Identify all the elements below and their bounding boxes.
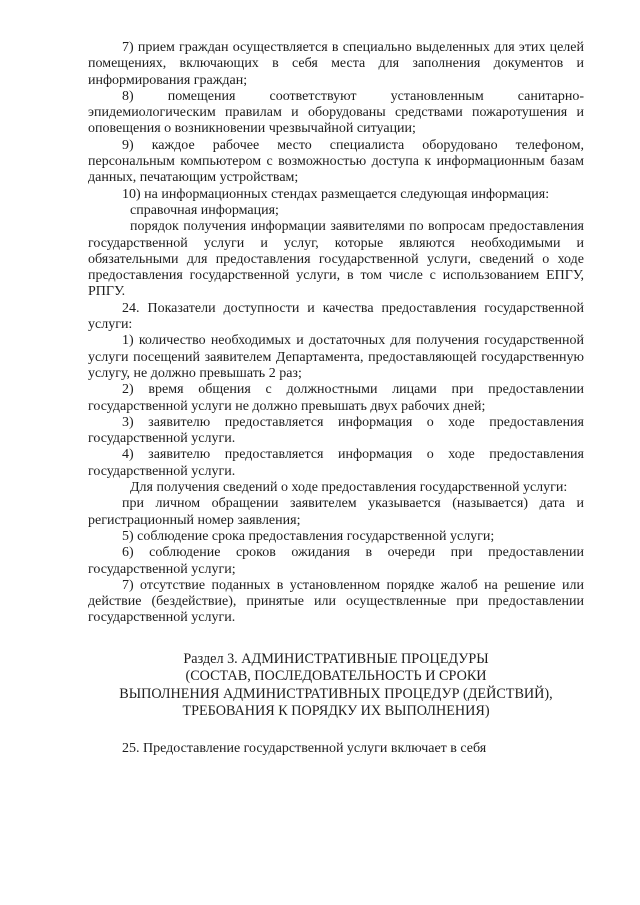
paragraph-indicator-7: 7) отсутствие поданных в установленном порядке жалоб на решение или действие (бездействие), принятые или осуществленные при предоставлении государственной услуги.	[88, 577, 584, 626]
section-heading-line-4: ТРЕБОВАНИЯ К ПОРЯДКУ ИХ ВЫПОЛНЕНИЯ)	[182, 703, 490, 720]
paragraph-reference-info: справочная информация;	[130, 202, 279, 218]
section-heading-line-1: Раздел 3. АДМИНИСТРАТИВНЫЕ ПРОЦЕДУРЫ	[183, 650, 489, 667]
paragraph-indicator-1: 1) количество необходимых и достаточных для получения государственной услуги посещений заявителем Департамента, предоставляющей государственную услугу, не должно превышать 2 раз;	[88, 333, 584, 381]
paragraph-indicator-2: 2) время общения с должностными лицами при предоставлении государственной услуги не должно превышать двух рабочих дней;	[88, 382, 584, 414]
section-heading-line-3: ВЫПОЛНЕНИЯ АДМИНИСТРАТИВНЫХ ПРОЦЕДУР (ДЕЙСТВИЙ),	[119, 685, 553, 702]
paragraph-info-procedure: порядок получения информации заявителями по вопросам предоставления государственной услуги и услуг, которые являются необходимыми и обязательными для предоставления государственной услуги, сведений о ходе предоставления государственной услуги, в том числе с использованием ЕПГУ, РПГУ.	[88, 219, 584, 300]
paragraph-24-indicators: 24. Показатели доступности и качества предоставления государственной услуги:	[88, 300, 584, 333]
paragraph-personal-visit: при личном обращении заявителем указывается (называется) дата и регистрационный номер заявления;	[88, 496, 584, 528]
paragraph-status-info: Для получения сведений о ходе предоставления государственной услуги:	[130, 480, 568, 496]
paragraph-indicator-3: 3) заявителю предоставляется информация о ходе предоставления государственной услуги.	[88, 414, 584, 447]
paragraph-indicator-5: 5) соблюдение срока предоставления государственной услуги;	[122, 528, 495, 544]
paragraph-indicator-6: 6) соблюдение сроков ожидания в очереди при предоставлении государственной услуги;	[88, 545, 584, 577]
paragraph-indicator-4: 4) заявителю предоставляется информация о ходе предоставления государственной услуги.	[88, 447, 584, 479]
paragraph-8-sanitary: 8) помещения соответствуют установленным санитарно-эпидемиологическим правилам и оборудованы средствами пожаротушения и оповещения о возникновении чрезвычайной ситуации;	[88, 88, 584, 137]
paragraph-25-services: 25. Предоставление государственной услуги включает в себя	[122, 740, 487, 756]
section-3-heading	[88, 651, 584, 721]
paragraph-7-premises: 7) прием граждан осуществляется в специально выделенных для этих целей помещениях, включающих в себя места для заполнения документов и информирования граждан;	[88, 40, 584, 88]
paragraph-9-workplace: 9) каждое рабочее место специалиста оборудовано телефоном, персональным компьютером с возможностью доступа к информационным базам данных, печатающим устройствам;	[88, 137, 584, 186]
paragraph-10-stands: 10) на информационных стендах размещается следующая информация:	[122, 186, 550, 202]
section-heading-line-2: (СОСТАВ, ПОСЛЕДОВАТЕЛЬНОСТЬ И СРОКИ	[185, 668, 487, 685]
